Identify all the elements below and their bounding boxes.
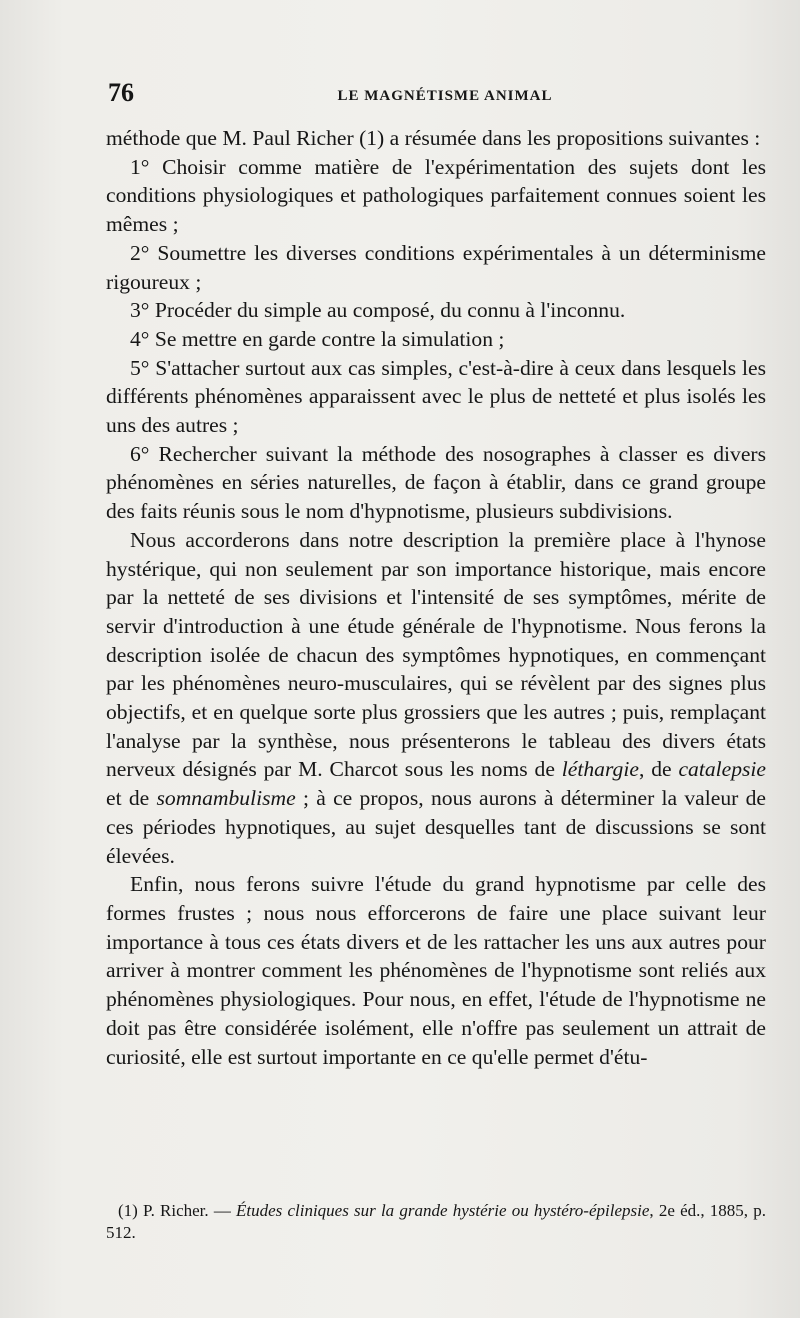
proposition-1: 1° Choisir comme matière de l'expérimentation des sujets dont les conditions physiologiques et pathologiques parfaitement connues soient les mêmes ; [106, 154, 766, 237]
paragraph-conclusion: Enfin, nous ferons suivre l'étude du grand hypnotisme par celle des formes frustes ; nous nous efforcerons de faire une place suivant leur importance à tous ces états divers et de les rattacher les uns aux autres pour arriver à montrer comment les phénomènes de l'hypnotisme sont reliés aux phénomènes physiologiques. Pour nous, en effet, l'étude de l'hypnotisme ne doit pas être considérée isolément, elle n'offre pas seulement un attrait de curiosité, elle est surtout importante en ce qu'elle permet d'étu- [106, 872, 766, 1069]
footnote-marker: (1) P. Richer. — [118, 1201, 237, 1220]
footnote-citation: , 2e éd., 1885, p. 512. [106, 1201, 766, 1242]
proposition-2: 2° Soumettre les diverses conditions expérimentales à un déterminisme rigoureux ; [106, 240, 766, 294]
footnote [106, 1200, 766, 1244]
proposition-5: 5° S'attacher surtout aux cas simples, c'est-à-dire à ceux dans lesquels les différents phénomènes apparaissent avec le plus de netteté et plus isolés les uns des autres ; [106, 355, 766, 438]
paragraph-text: ; à ce propos, nous aurons à déterminer la valeur de ces périodes hypnotiques, au sujet desquelles tant de discussions se sont élevées. [106, 786, 766, 868]
footnote-text [106, 1200, 766, 1244]
term-catalepsie: catalepsie [678, 757, 767, 782]
proposition-4: 4° Se mettre en garde contre la simulation ; [130, 326, 505, 351]
main-text [106, 124, 766, 1071]
paragraph-text: et de [106, 786, 157, 811]
page-number: 76 [108, 78, 134, 107]
proposition-6: 6° Rechercher suivant la méthode des nosographes à classer es divers phénomènes en séries naturelles, de façon à établir, dans ce grand groupe des faits réunis sous le nom d'hypnotisme, plusieurs subdivisions. [106, 441, 766, 524]
paragraph-description [106, 526, 766, 870]
term-somnambulisme: somnambulisme [156, 786, 296, 811]
proposition-3: 3° Procéder du simple au composé, du connu à l'inconnu. [130, 298, 626, 323]
term-lethargie: léthargie [561, 757, 639, 782]
paragraph-intro: méthode que M. Paul Richer (1) a résumée dans les propositions suivantes : [106, 126, 761, 150]
paragraph-text: , de [638, 757, 679, 782]
running-title: LE MAGNÉTISME ANIMAL [337, 88, 553, 104]
paragraph-text: Nous accorderons dans notre description la première place à l'hynose hystérique, qui non seulement par son importance historique, mais encore par la netteté de ses divisions et l'intensité de ses symptômes, mérite de servir d'introduction à une étude générale de l'hypnotisme. Nous ferons la description isolée de chacun des symptômes hypnotiques, en commençant par les phénomènes neuro-musculaires, qui se révèlent par des signes plus objectifs, et en quelque sorte plus grossiers que les autres ; puis, remplaçant l'analyse par la synthèse, nous présenterons le tableau des divers états nerveux désignés par M. Charcot sous les noms de [106, 527, 766, 782]
footnote-title: Études cliniques sur la grande hystérie ou hystéro-épilepsie [236, 1201, 650, 1220]
